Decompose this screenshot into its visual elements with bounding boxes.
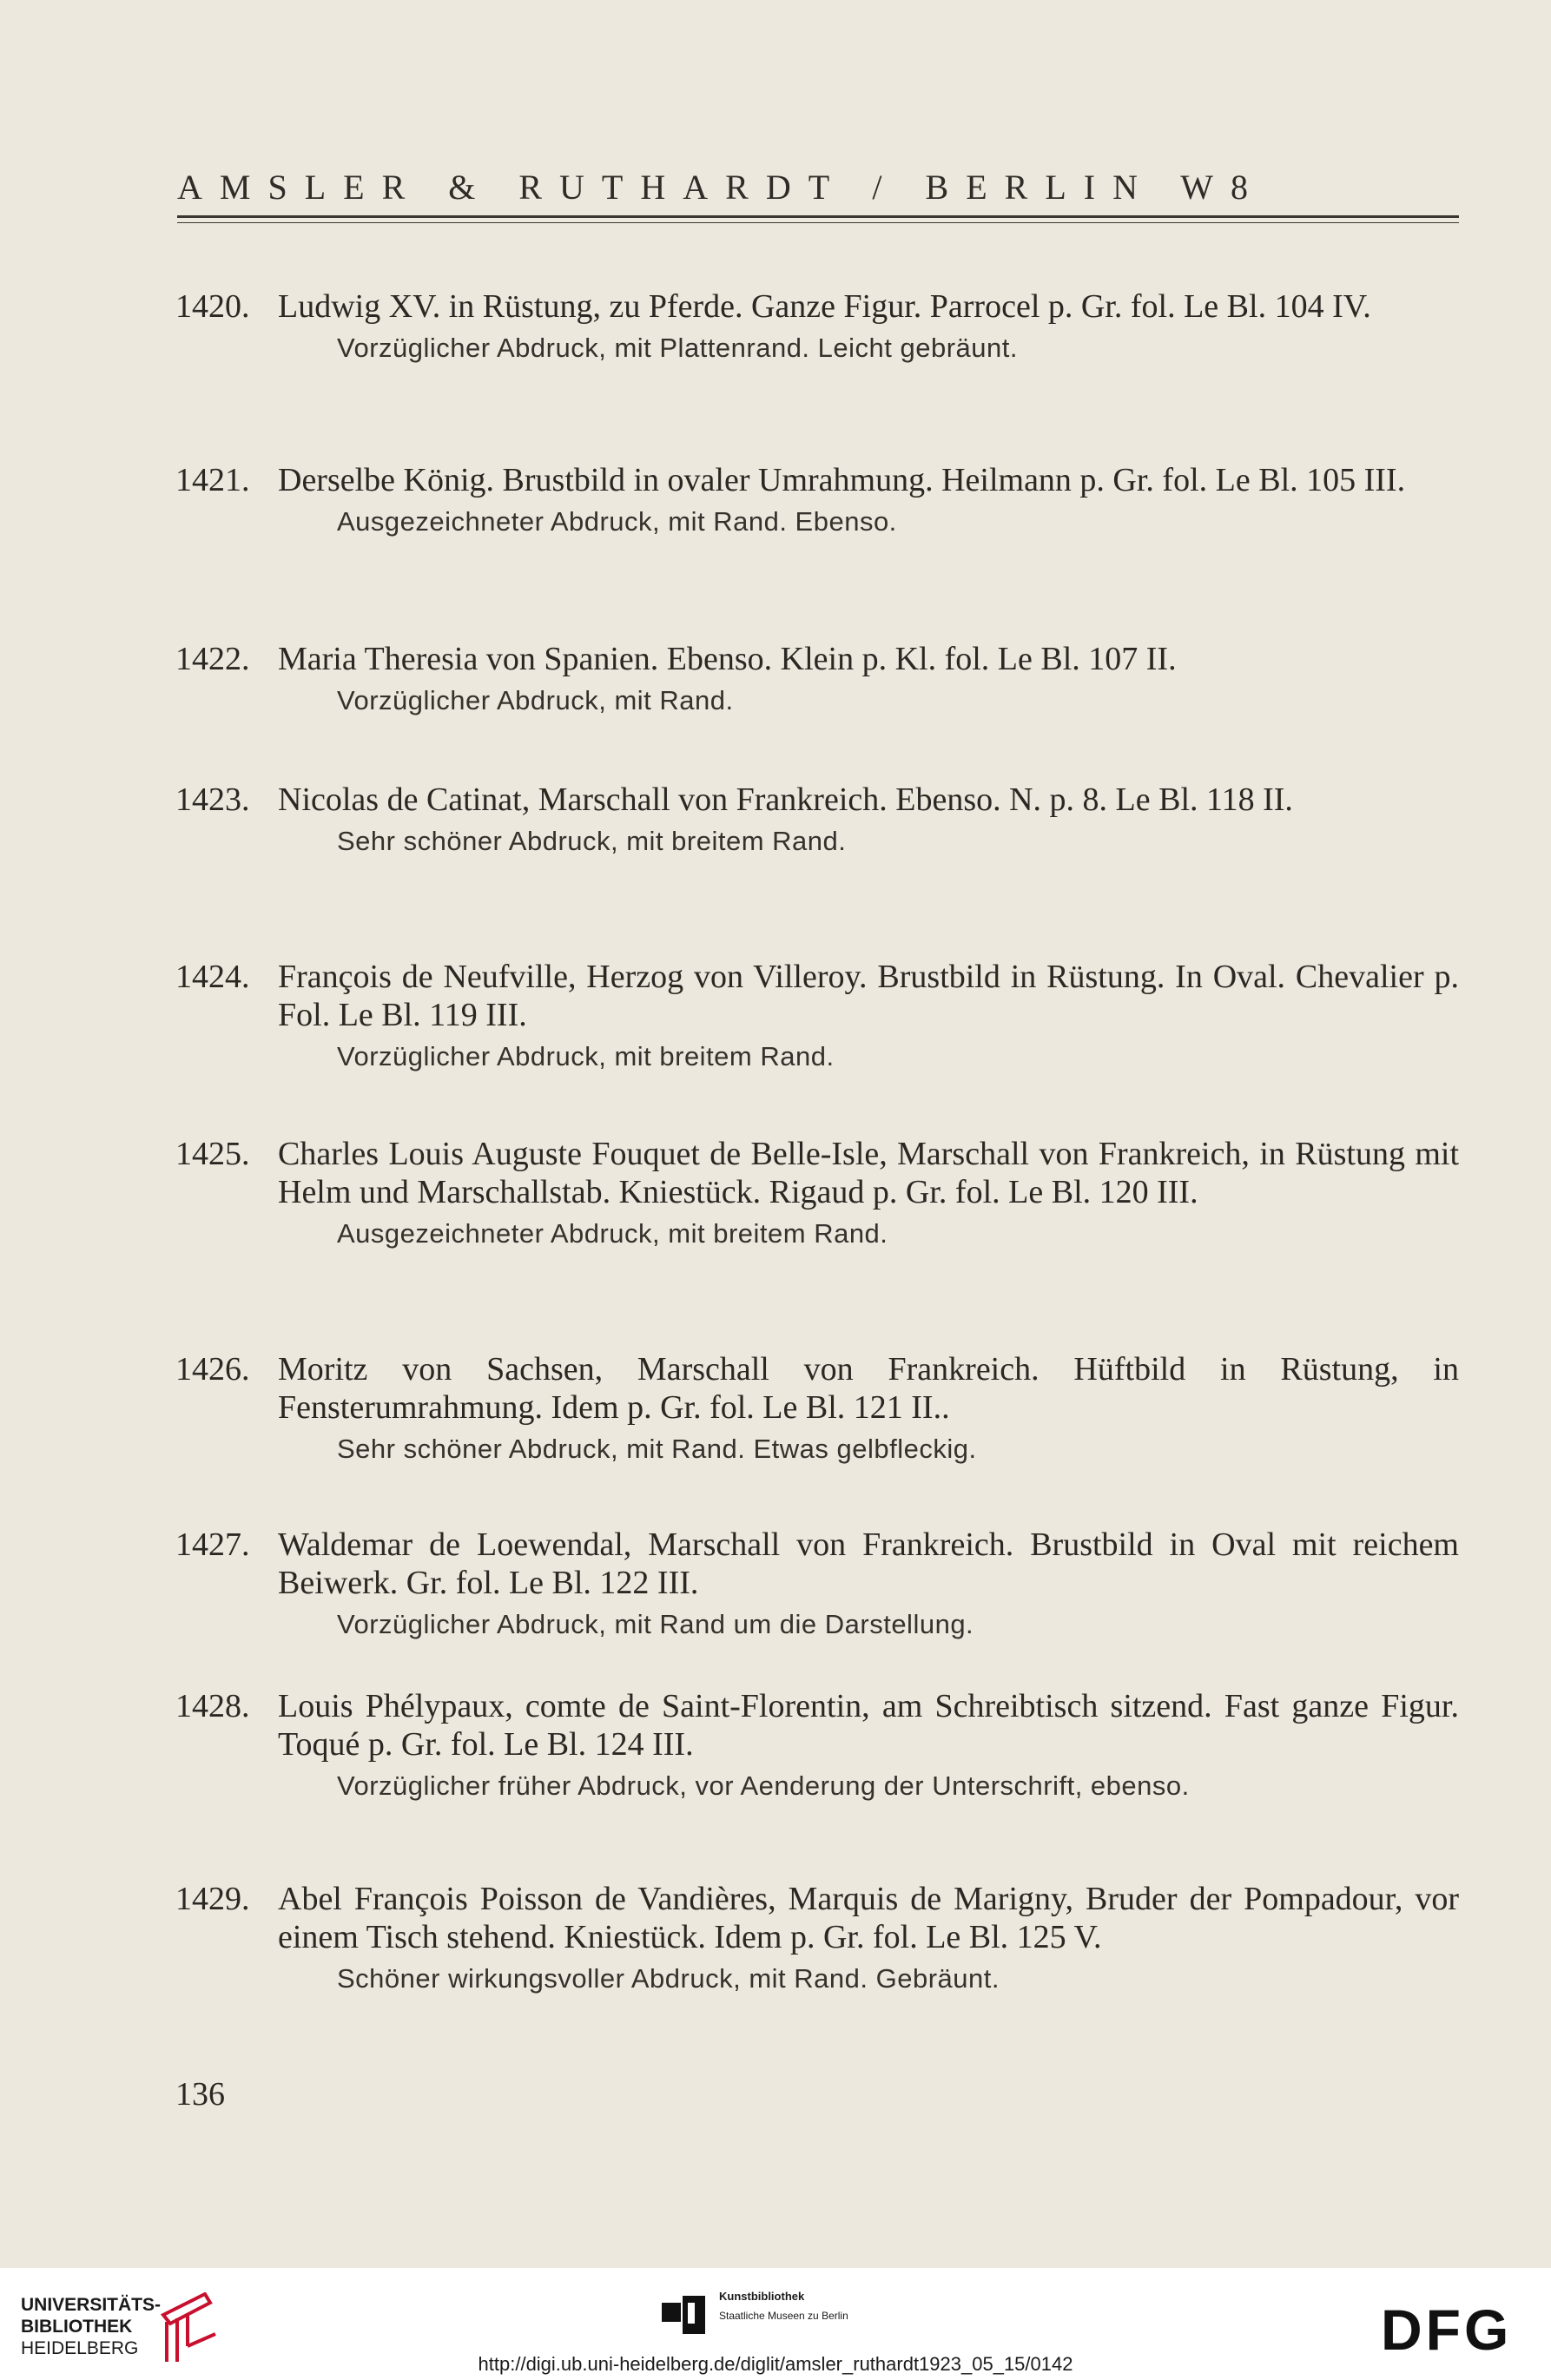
page-number: 136 — [175, 2076, 225, 2113]
kunstbibliothek-name: Kunstbibliothek — [719, 2290, 805, 2303]
entry-note: Vorzüglicher Abdruck, mit Plattenrand. Leicht gebräunt. — [337, 333, 1018, 363]
entry-title: Waldemar de Loewendal, Marschall von Frankreich. Brustbild in Oval mit reichem Beiwerk. Gr. fol. Le Bl. 122 III. — [278, 1526, 1459, 1601]
entry-number: 1421. — [175, 462, 250, 498]
kunstbibliothek-subtitle: Staatliche Museen zu Berlin — [719, 2310, 848, 2322]
entry-number: 1423. — [175, 781, 250, 818]
entry-title: Ludwig XV. in Rüstung, zu Pferde. Ganze Figur. Parrocel p. Gr. fol. Le Bl. 104 IV. — [278, 288, 1371, 325]
entry-note: Vorzüglicher Abdruck, mit Rand um die Darstellung. — [337, 1609, 974, 1639]
kunstbibliothek-text — [719, 2287, 848, 2325]
entry-title: Charles Louis Auguste Fouquet de Belle-Isle, Marschall von Frankreich, in Rüstung mit Helm und Marschallstab. Kniestück. Rigaud p. Gr. fol. Le Bl. 120 III. — [278, 1136, 1459, 1210]
dfg-logo[interactable] — [1381, 2299, 1528, 2360]
catalog-entry-1427 — [175, 1526, 1459, 1642]
header-rule-thin — [177, 222, 1459, 223]
catalog-entry-1425 — [175, 1135, 1459, 1251]
entry-number: 1426. — [175, 1351, 250, 1388]
entry-title: Moritz von Sachsen, Marschall von Frankreich. Hüftbild in Rüstung, in Fensterumrahmung. Idem p. Gr. fol. Le Bl. 121 II.. — [278, 1351, 1459, 1426]
entry-note: Sehr schöner Abdruck, mit Rand. Etwas gelbfleckig. — [337, 1434, 977, 1464]
catalog-entry-1422 — [175, 640, 1459, 718]
entry-number: 1420. — [175, 288, 250, 325]
entry-title: François de Neufville, Herzog von Villeroy. Brustbild in Rüstung. In Oval. Chevalier p. Fol. Le Bl. 119 III. — [278, 959, 1459, 1033]
entry-number: 1422. — [175, 641, 250, 677]
source-url[interactable]: http://digi.ub.uni-heidelberg.de/diglit/amsler_ruthardt1923_05_15/0142 — [478, 2353, 1073, 2375]
entry-note: Vorzüglicher früher Abdruck, vor Aenderung der Unterschrift, ebenso. — [337, 1770, 1190, 1801]
uni-line-3: HEIDELBERG — [21, 2338, 139, 2358]
entry-number: 1425. — [175, 1136, 250, 1172]
catalog-entry-1428 — [175, 1687, 1459, 1803]
entry-title: Nicolas de Catinat, Marschall von Frankreich. Ebenso. N. p. 8. Le Bl. 118 II. — [278, 781, 1293, 818]
kunstbibliothek-emblem-icon — [662, 2296, 709, 2334]
page-header: AMSLER & RUTHARDT / BERLIN W8 — [177, 168, 1265, 207]
catalog-entry-1424 — [175, 958, 1459, 1074]
entry-note: Ausgezeichneter Abdruck, mit breitem Rand. — [337, 1218, 888, 1249]
header-rule-thick — [177, 215, 1459, 218]
catalog-entry-1421 — [175, 461, 1459, 539]
entry-title: Derselbe König. Brustbild in ovaler Umrahmung. Heilmann p. Gr. fol. Le Bl. 105 III. — [278, 462, 1406, 498]
entry-note: Schöner wirkungsvoller Abdruck, mit Rand. Gebräunt. — [337, 1963, 1000, 1994]
entry-title: Abel François Poisson de Vandières, Marquis de Marigny, Bruder der Pompadour, vor einem Tisch stehend. Kniestück. Idem p. Gr. fol. Le Bl. 125 V. — [278, 1881, 1459, 1955]
catalog-entry-1423 — [175, 781, 1459, 859]
entry-title: Louis Phélypaux, comte de Saint-Florentin, am Schreibtisch sitzend. Fast ganze Figur. Toqué p. Gr. fol. Le Bl. 124 III. — [278, 1688, 1459, 1763]
digitization-footer — [0, 2268, 1551, 2380]
university-library-name — [21, 2294, 161, 2359]
entry-note: Ausgezeichneter Abdruck, mit Rand. Ebenso. — [337, 506, 897, 537]
uni-line-2: BIBLIOTHEK — [21, 2317, 133, 2337]
entry-number: 1424. — [175, 959, 250, 995]
entry-number: 1427. — [175, 1526, 250, 1563]
catalog-entry-1429 — [175, 1880, 1459, 1996]
entry-title: Maria Theresia von Spanien. Ebenso. Klein p. Kl. fol. Le Bl. 107 II. — [278, 641, 1177, 677]
entry-note: Vorzüglicher Abdruck, mit Rand. — [337, 685, 734, 715]
entry-note: Sehr schöner Abdruck, mit breitem Rand. — [337, 826, 847, 856]
catalog-entry-1420 — [175, 287, 1459, 366]
entry-number: 1429. — [175, 1881, 250, 1917]
catalog-entry-1426 — [175, 1350, 1459, 1467]
uni-line-1: UNIVERSITÄTS- — [21, 2295, 162, 2315]
entry-number: 1428. — [175, 1688, 250, 1724]
dfg-logo-text: DFG — [1381, 2299, 1513, 2360]
entry-note: Vorzüglicher Abdruck, mit breitem Rand. — [337, 1041, 835, 1071]
kunstbibliothek-logo[interactable] — [662, 2280, 922, 2341]
